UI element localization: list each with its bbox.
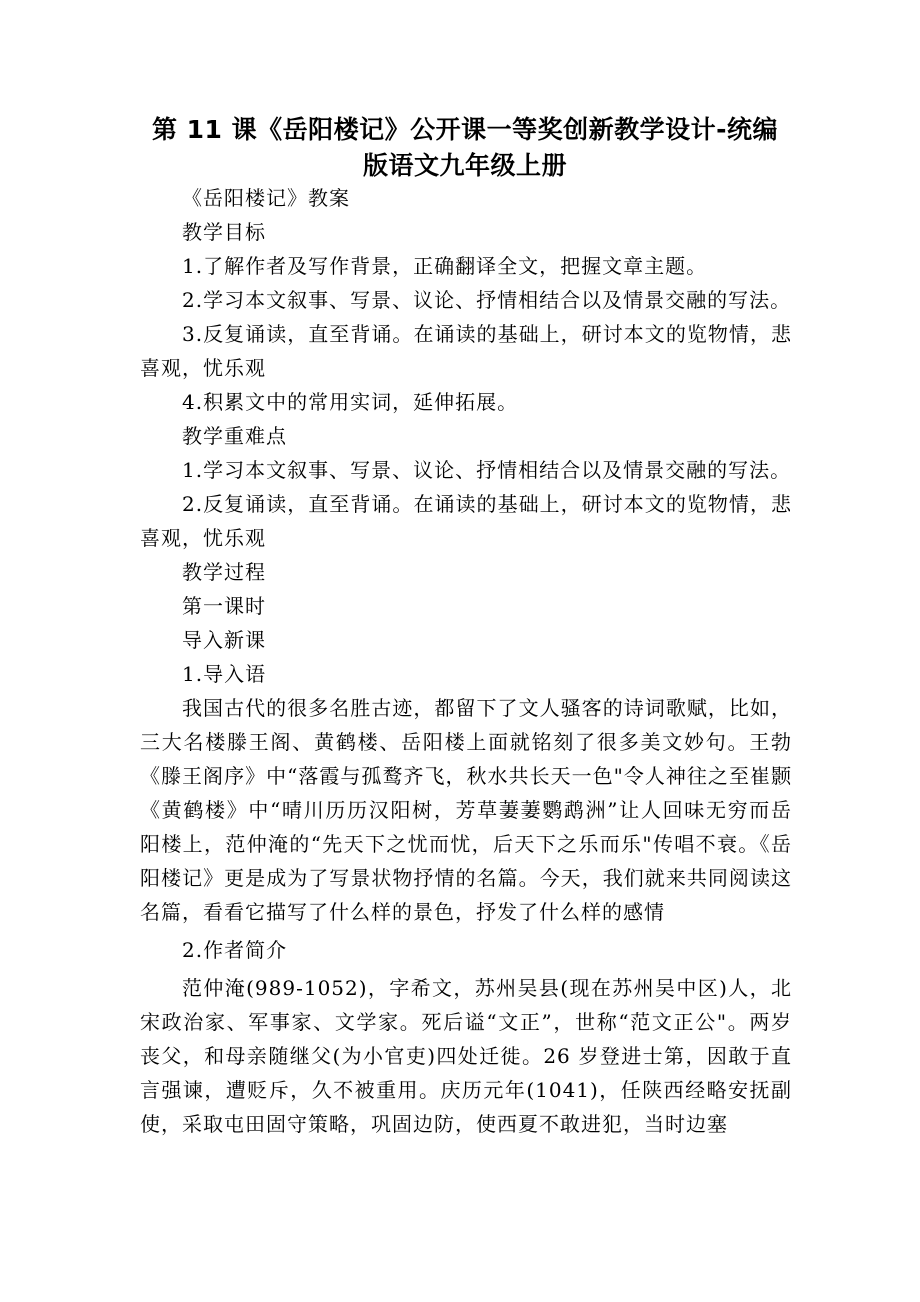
- section-heading-objectives: 教学目标: [182, 220, 266, 244]
- objective-item-3: 3.反复诵读，直至背诵。在诵读的基础上，研讨本文的览物情，悲喜观，忧乐观: [140, 322, 792, 380]
- title-line-2: 版语文九年级上册: [362, 151, 567, 180]
- paragraph-author-profile: 范仲淹(989-1052)，字希文，苏州吴县(现在苏州吴中区)人，北宋政治家、军事家、文学家。死后谥“文正”，世称“范文正公"。两岁丧父，和母亲随继父(为小官吏)四处迁徙。26 岁登进士第，因敢于直言强谏，遭贬斥，久不被重用。庆历元年(1041)，任陕西经略安抚副使，采取屯田固守策略，巩固边防，使西夏不敢进犯，当时边塞: [140, 976, 792, 1136]
- section-heading-process: 教学过程: [182, 560, 266, 584]
- objective-item-2: 2.学习本文叙事、写景、议论、抒情相结合以及情景交融的写法。: [182, 288, 792, 312]
- key-point-item-2: 2.反复诵读，直至背诵。在诵读的基础上，研讨本文的览物情，悲喜观，忧乐观: [140, 492, 792, 550]
- objective-item-4: 4.积累文中的常用实词，延伸拓展。: [182, 390, 519, 414]
- document-body: [140, 181, 792, 1141]
- lesson-plan-heading: 《岳阳楼记》教案: [182, 186, 350, 210]
- section-heading-key-points: 教学重难点: [182, 424, 287, 448]
- subheading-author-profile: 2.作者简介: [182, 938, 288, 962]
- title-line-1: 第 11 课《岳阳楼记》公开课一等奖创新教学设计-统编: [151, 115, 779, 144]
- section-heading-first-lesson: 第一课时: [182, 594, 266, 618]
- key-point-item-1: 1.学习本文叙事、写景、议论、抒情相结合以及情景交融的写法。: [182, 458, 792, 482]
- objective-item-1: 1.了解作者及写作背景，正确翻译全文，把握文章主题。: [182, 254, 708, 278]
- paragraph-introduction: 我国古代的很多名胜古迹，都留下了文人骚客的诗词歌赋，比如，三大名楼滕王阁、黄鹤楼、岳阳楼上面就铭刻了很多美文妙句。王勃《滕王阁序》中“落霞与孤鹜齐飞，秋水共长天一色"令人神往之至崔颢《黄鹤楼》中“晴川历历汉阳树，芳草萋萋鹦鹉洲”让人回味无穷而岳阳楼上，范仲淹的“先天下之忧而忧，后天下之乐而乐"传唱不衰。《岳阳楼记》更是成为了写景状物抒情的名篇。今天，我们就来共同阅读这名篇，看看它描写了什么样的景色，抒发了什么样的感情: [140, 696, 792, 924]
- subheading-intro-words: 1.导入语: [182, 662, 267, 686]
- section-heading-introduction: 导入新课: [182, 628, 266, 652]
- document-title: [140, 112, 790, 184]
